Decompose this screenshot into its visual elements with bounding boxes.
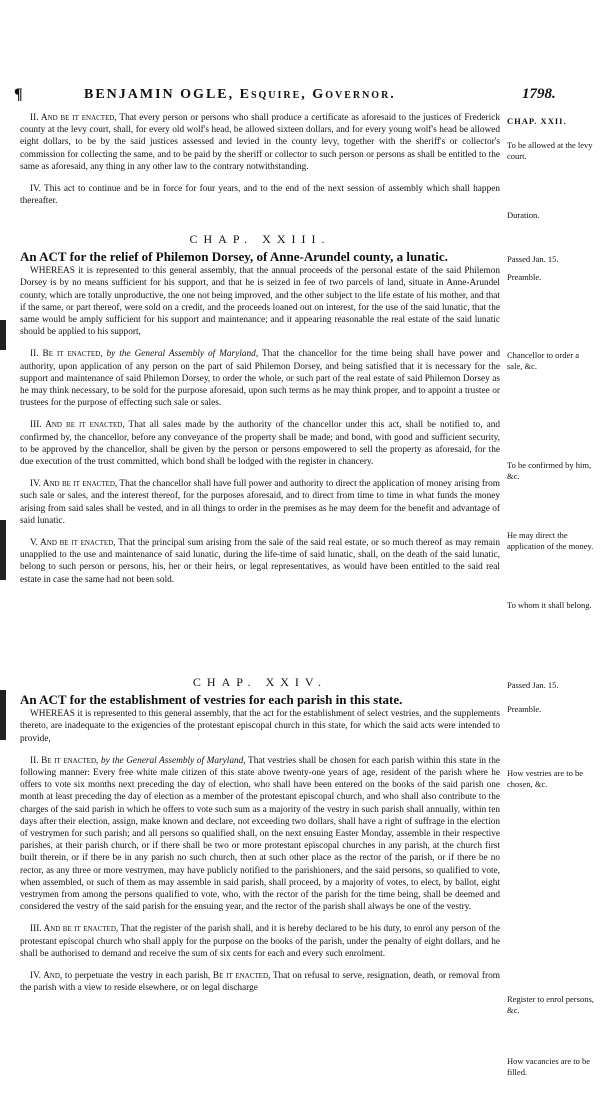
margin-note: Duration. xyxy=(507,210,540,220)
section-paragraph: II. Be it enacted, by the General Assembly of Maryland, That the chancellor for the time being shall have power and authority, upon application of any person on the part of said Philemon Dorsey, and being satisfied that it is necessary for the support and maintenance of said Philemon Dorsey, to order the whole, or such part of the real estate of said Philemon Dorsey as he may think necessary, to be sold for the purpose aforesaid, upon such terms as he may think proper, and to appoint a trustee or trustees for the purpose of effecting such sale or sales. xyxy=(20,349,501,409)
margin-note: Passed Jan. 15. xyxy=(507,254,559,264)
page-year: 1798. xyxy=(522,86,556,102)
section-paragraph: IV. And, to perpetuate the vestry in each parish, Be it enacted, That on refusal to serve, resignation, death, or removal from the parish with a view to reside elsewhere, or on legal discharge xyxy=(20,971,500,994)
binding-edge-mark xyxy=(0,690,6,740)
section-paragraph: II. Be it enacted, by the General Assembly of Maryland, That vestries shall be chosen for each parish within this state in the following manner: Every free white male citizen of this state above twenty-one years of age, resident of the parish where he offers to vote six months next preceding the day of election, who shall have been entered on the books of the said parish one month at least preceding the day of election as a member of the protestant episcopal church, and who shall also contribute to the charges of the said parish in which he offers to vote such sum as a majority of the vestry in such parish shall annually, within ten days after their election, assign, make known and declare, not exceeding two dollars, shall have a right of suffrage in the election of vestrymen for such parish; and all persons so qualified shall, on the next ensuing Easter Monday, assemble in their respective parishes, at their parish church, or if there shall be two or more protestant episcopal churches in any parish, at the church first built therein, or if there be in any parish no such church, then at such other place as the rector of the parish, or if there be no rector, as any three or more vestrymen, may have publicly notified to the parishioners, and the said persons, so qualified to vote, when assembled, or such of them as may assemble in said parish, shall proceed, by a majority of votes, to elect, by ballot, eight vestrymen from among the persons qualified to vote, who, with the rector of the parish for the time being, shall be deemed and considered the vestry of the said parish for the ensuing year, and the rector of the parish shall always be one of the vestry. xyxy=(20,755,500,913)
chapter-xxii-continuation xyxy=(20,112,500,217)
margin-note: Register to enrol persons, &c. xyxy=(507,994,594,1015)
margin-note: To be allowed at the levy court. xyxy=(507,140,593,161)
margin-note: He may direct the application of the money. xyxy=(507,530,594,551)
binding-edge-mark xyxy=(0,320,6,350)
chapter-heading: CHAP. XXIII. xyxy=(189,232,331,246)
act-title: An ACT for the relief of Philemon Dorsey, of Anne-Arundel county, a lunatic. xyxy=(20,249,448,264)
chapter-xxiii xyxy=(20,222,500,596)
section-paragraph: IV. And be it enacted, That the chancellor shall have full power and authority to direct the application of money arising from such sale or sales, and the interest thereof, for the purposes aforesaid, and to direct from time to time in what funds the money arising from said sales shall be vested, and in all things to order in the premises as he may deem for the benefit and advantage of said lunatic. xyxy=(20,479,500,526)
chapter-xxiv xyxy=(20,665,500,1004)
margin-notes xyxy=(507,0,595,1102)
margin-note: To be confirmed by him, &c. xyxy=(507,460,592,481)
page-title: BENJAMIN OGLE, Esquire, Governor. xyxy=(84,87,396,102)
pilcrow-mark: ¶ xyxy=(14,86,23,103)
margin-note: Preamble. xyxy=(507,704,542,714)
section-paragraph: WHEREAS it is represented to this general assembly, that the annual proceeds of the personal estate of the said Philemon Dorsey is by no means sufficient for his support, and that he is seized in fee of two parcels of land, situate in Anne-Arundel county, which are totally unproductive, the one not being improved, and the other subject to the life estate of his mother, and that if the same, or part thereof, were sold on a credit, and the proceeds loaned out on interest, for the use of the said lunatic, that the same would be amply sufficient for his support and maintenance; and it appearing reasonable the real estate of the said lunatic should be applied to his support, xyxy=(20,266,500,338)
margin-chapter-label: CHAP. XXII. xyxy=(507,116,567,126)
section-paragraph: II. And be it enacted, That every person or persons who shall produce a certificate as aforesaid to the justices of Frederick county at the levy court, shall, for every old wolf's head, be allowed sixteen dollars, and for every young wolf's head be allowed eight dollars, to be by the said justices assessed and levied in the county levy, together with the sheriff's or collector's commission for collecting the same, and to be paid by the sheriff or collector to such person or persons as shall be entitled to the same as aforesaid, any thing in any other law to the contrary notwithstanding. xyxy=(20,113,500,172)
section-paragraph: III. And be it enacted, That all sales made by the authority of the chancellor under this act, shall be notified to, and confirmed by, the chancellor, before any conveyance of the property shall be made; and bond, with good and sufficient security, to be approved by the chancellor, shall be given by the person or persons empowered to sell the property as aforesaid, for the due execution of the trust committed, which bond shall be lodged with the register in chancery. xyxy=(20,420,500,468)
chapter-heading: CHAP. XXIV. xyxy=(192,675,328,689)
section-paragraph: IV. This act to continue and be in force for four years, and to the end of the next session of assembly which shall happen thereafter. xyxy=(20,184,500,207)
section-paragraph: V. And be it enacted, That the principal sum arising from the sale of the said real estate, or so much thereof as may remain unapplied to the use and maintenance of said lunatic, during the life-time of said lunatic, shall, on the death of the said lunatic, belong to such person or persons, his, her or their heirs, or legal representatives, as would have been entitled to the said real estate in case the same had not been sold. xyxy=(20,538,500,585)
margin-note: Passed Jan. 15. xyxy=(507,680,559,690)
binding-edge-mark xyxy=(0,520,6,580)
section-paragraph: III. And be it enacted, That the register of the parish shall, and it is hereby declared to be his duty, to enrol any person of the protestant episcopal church who shall apply for the purpose on the books of the parish, under the penalty of eight dollars, and he shall be authorised to demand and receive the sum of six cents for each and every such enrolment. xyxy=(20,924,500,959)
section-paragraph: WHEREAS it is represented to this general assembly, that the act for the establishment of select vestries, and the supplements thereto, are inadequate to the exigencies of the protestant episcopal church in this state, for which the said acts were intended to provide, xyxy=(20,709,500,744)
margin-note: How vacancies are to be filled. xyxy=(507,1056,591,1077)
margin-note: Preamble. xyxy=(507,272,542,282)
margin-note: To whom it shall belong. xyxy=(507,600,592,610)
margin-note: Chancellor to order a sale, &c. xyxy=(507,350,579,371)
act-title: An ACT for the establishment of vestries for each parish in this state. xyxy=(20,692,403,707)
margin-note: How vestries are to be chosen, &c. xyxy=(507,768,584,789)
